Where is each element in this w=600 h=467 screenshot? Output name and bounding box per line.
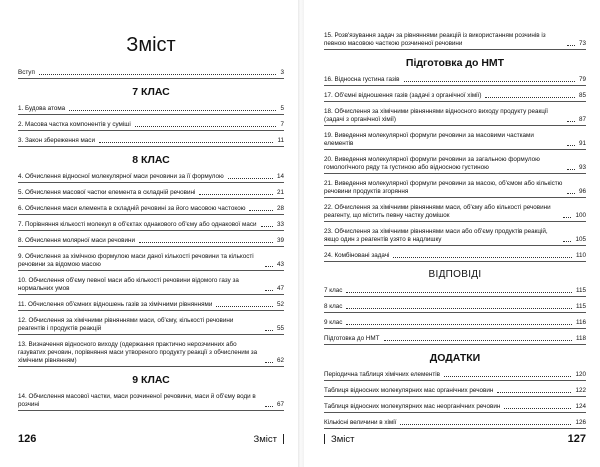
toc-entry-page: 5 xyxy=(280,105,284,112)
page-number: 127 xyxy=(567,433,586,445)
toc-entry-page: 79 xyxy=(578,76,586,83)
toc-entry-text: 13. Визначення відносного виходу (одержання практично нерозчинних або газуватих речовин, порівняння маси утвореного продукту реакції з обчисленим за хімічним рівнянням) xyxy=(18,341,258,364)
leader-dots xyxy=(563,216,571,218)
toc-entry-text: Підготовка до НМТ xyxy=(324,335,380,342)
toc-entry-page: 100 xyxy=(575,212,586,219)
toc-entry-page: 124 xyxy=(575,403,586,410)
toc-entry-page: 115 xyxy=(575,287,586,294)
toc-entry-page: 116 xyxy=(575,319,586,326)
section-heading: 8 КЛАС xyxy=(132,154,170,166)
toc-entry[interactable] xyxy=(18,219,284,231)
toc-entry[interactable] xyxy=(18,103,284,115)
leader-dots xyxy=(504,407,571,409)
toc-entry-text: 1. Будова атома xyxy=(18,105,66,112)
leader-dots xyxy=(444,375,572,377)
toc-entry[interactable] xyxy=(18,171,284,183)
toc-entry-text: 19. Виведення молекулярної формули речовини за масовими частками елементів xyxy=(324,132,534,147)
leader-dots xyxy=(228,177,273,179)
toc-entry[interactable] xyxy=(18,251,284,271)
toc-entry-text: 3. Закон збереження маси xyxy=(18,137,95,144)
toc-entry[interactable] xyxy=(324,333,586,345)
toc-entry-page: 62 xyxy=(276,357,284,364)
leader-dots xyxy=(346,307,572,309)
toc-entry-page: 120 xyxy=(575,371,586,378)
toc-entry-text: 10. Обчислення об'єму певної маси або кількості речовини відомого газу за нормальних умов xyxy=(18,277,239,292)
toc-entry-text: 8 клас xyxy=(324,303,343,310)
toc-entry-page: 122 xyxy=(575,387,586,394)
toc-entry-text: Кількісні величини в хімії xyxy=(324,419,397,426)
leader-dots xyxy=(265,329,273,331)
right-footer xyxy=(324,433,586,445)
toc-entry-text: 11. Обчислення об'ємних відношень газів за хімічними рівняннями xyxy=(18,301,213,308)
toc-entry-page: 96 xyxy=(578,188,586,195)
toc-entry-text: Періодична таблиця хімічних елементів xyxy=(324,371,440,378)
toc-entry-text: 22. Обчислення за хімічними рівняннями маси, об'єму або кількості речовини реагенту, що містить певну частку домішок xyxy=(324,204,551,219)
toc-entry-text: Таблиця відносних молекулярних мас неорганічних речовин xyxy=(324,403,501,410)
toc-entry-page: 126 xyxy=(575,419,586,426)
toc-entry-text: 12. Обчислення за хімічними рівняннями маси, об'єму, кількості речовини реагентів і продуктів реакцій xyxy=(18,317,234,332)
toc-entry[interactable] xyxy=(324,401,586,413)
toc-entry[interactable] xyxy=(324,317,586,329)
right-page xyxy=(302,0,600,467)
right-top-entries xyxy=(324,30,586,50)
leader-dots xyxy=(567,120,575,122)
toc-entry-text: Вступ xyxy=(18,69,35,76)
leader-dots xyxy=(265,361,273,363)
toc-entry-text: 4. Обчислення відносної молекулярної маси речовини за її формулою xyxy=(18,173,224,180)
toc-entry-page: 3 xyxy=(280,69,284,76)
toc-entry-page: 118 xyxy=(575,335,586,342)
leader-dots xyxy=(139,241,273,243)
section-heading: 7 КЛАС xyxy=(132,86,170,98)
toc-entry[interactable] xyxy=(18,339,284,367)
toc-entry-page: 91 xyxy=(578,140,586,147)
toc-entry[interactable] xyxy=(324,285,586,297)
toc-entry[interactable] xyxy=(18,235,284,247)
toc-entry[interactable] xyxy=(324,90,586,102)
toc-entry[interactable] xyxy=(18,391,284,411)
toc-entry[interactable] xyxy=(324,178,586,198)
leader-dots xyxy=(39,73,277,75)
toc-entry-text: 2. Масова частка компонентів у суміші xyxy=(18,121,131,128)
toc-entry[interactable] xyxy=(18,203,284,215)
leader-dots xyxy=(199,193,273,195)
toc-entry[interactable] xyxy=(324,202,586,222)
toc-entry-page: 73 xyxy=(578,40,586,47)
leader-dots xyxy=(384,339,572,341)
toc-entry-text: 15. Розв'язування задач за рівняннями реакцій із використанням розчинів із певною масовою часткою розчиненої речовини xyxy=(324,32,546,47)
leader-dots xyxy=(216,305,273,307)
toc-entry-text: 5. Обчислення масової частки елемента в складній речовині xyxy=(18,189,196,196)
toc-entry[interactable] xyxy=(324,385,586,397)
leader-dots xyxy=(135,125,277,127)
toc-entry[interactable] xyxy=(324,154,586,174)
toc-entry-text: 14. Обчислення масової частки, маси розчиненої речовини, маси й об'єму води в розчині xyxy=(18,393,256,408)
toc-entry-page: 85 xyxy=(578,92,586,99)
toc-entry[interactable] xyxy=(18,67,284,79)
toc-entry[interactable] xyxy=(18,135,284,147)
toc-entry-text: 23. Обчислення за хімічними рівняннями маси або об'єму продуктів реакцій, якщо один з реагентів узято в надлишку xyxy=(324,228,548,243)
leader-dots xyxy=(567,168,575,170)
toc-entry-text: 20. Виведення молекулярної формули речовини за загальною формулою гомологічного ряду та густиною або відносною густиною xyxy=(324,156,540,171)
leader-dots xyxy=(563,240,571,242)
toc-entry-page: 105 xyxy=(575,236,586,243)
toc-entry-page: 55 xyxy=(276,325,284,332)
left-sections xyxy=(18,86,284,411)
toc-entry-text: 9 клас xyxy=(324,319,343,326)
right-sections xyxy=(324,57,586,429)
toc-entry[interactable] xyxy=(324,417,586,429)
toc-entry-page: 14 xyxy=(276,173,284,180)
leader-dots xyxy=(265,405,273,407)
toc-entry-page: 52 xyxy=(276,301,284,308)
toc-entry-page: 11 xyxy=(277,137,284,144)
toc-entry[interactable] xyxy=(324,74,586,86)
leader-dots xyxy=(400,423,571,425)
toc-entry-text: 16. Відносна густина газів xyxy=(324,76,400,83)
leader-dots xyxy=(265,265,273,267)
leader-dots xyxy=(99,141,273,143)
leader-dots xyxy=(261,225,273,227)
toc-entry-text: 21. Виведення молекулярної формули речовини за масою, об'ємом або кількістю речовини продуктів згоряння xyxy=(324,180,563,195)
toc-entry-page: 67 xyxy=(276,401,284,408)
toc-entry-page: 87 xyxy=(578,116,586,123)
running-title: Зміст xyxy=(254,434,284,445)
leader-dots xyxy=(404,80,575,82)
toc-entry-page: 7 xyxy=(280,121,284,128)
leader-dots xyxy=(393,256,572,258)
toc-entry-page: 39 xyxy=(276,237,284,244)
toc-entry[interactable] xyxy=(18,299,284,311)
page-title: Зміст xyxy=(126,34,176,56)
toc-entry-page: 43 xyxy=(276,261,284,268)
leader-dots xyxy=(346,291,572,293)
toc-entry[interactable] xyxy=(18,119,284,131)
toc-entry[interactable] xyxy=(324,250,586,262)
toc-entry-page: 33 xyxy=(276,221,284,228)
leader-dots xyxy=(485,96,575,98)
toc-entry-text: 9. Обчислення за хімічною формулою маси даної кількості речовини та кількості речовини за відомою масою xyxy=(18,253,254,268)
section-heading: ВІДПОВІДІ xyxy=(428,269,482,280)
leader-dots xyxy=(567,144,575,146)
toc-entry[interactable] xyxy=(324,369,586,381)
toc-entry[interactable] xyxy=(324,301,586,313)
toc-entry-text: 17. Об'ємні відношення газів (задачі з органічної хімії) xyxy=(324,92,482,99)
running-title: Зміст xyxy=(324,434,354,445)
toc-entry-page: 47 xyxy=(276,285,284,292)
toc-entry[interactable] xyxy=(324,226,586,246)
toc-entry-page: 28 xyxy=(276,205,284,212)
toc-entry-text: 6. Обчислення маси елемента в складній речовині за його масовою частокою xyxy=(18,205,246,212)
leader-dots xyxy=(265,289,273,291)
toc-entry-text: 7. Порівняння кількості молекул в об'єктах однакового об'єму або однакової маси xyxy=(18,221,257,228)
toc-entry-page: 21 xyxy=(276,189,284,196)
section-heading: 9 КЛАС xyxy=(132,374,170,386)
intro-list xyxy=(18,67,284,79)
leader-dots xyxy=(567,44,575,46)
section-heading: Підготовка до НМТ xyxy=(405,57,505,69)
toc-entry[interactable] xyxy=(324,30,586,50)
toc-entry-text: 7 клас xyxy=(324,287,343,294)
toc-entry-text: Таблиця відносних молекулярних мас органічних речовин xyxy=(324,387,494,394)
toc-entry-text: 24. Комбіновані задачі xyxy=(324,252,390,259)
left-footer xyxy=(18,433,284,445)
leader-dots xyxy=(346,323,572,325)
toc-entry-page: 115 xyxy=(575,303,586,310)
toc-entry[interactable] xyxy=(18,275,284,295)
section-heading: ДОДАТКИ xyxy=(429,352,481,364)
leader-dots xyxy=(69,109,276,111)
toc-entry-page: 110 xyxy=(575,252,586,259)
toc-entry-text: 8. Обчислення молярної маси речовини xyxy=(18,237,135,244)
leader-dots xyxy=(249,209,273,211)
toc-entry-page: 93 xyxy=(578,164,586,171)
page-number: 126 xyxy=(18,433,37,445)
toc-entry[interactable] xyxy=(324,106,586,126)
leader-dots xyxy=(567,192,575,194)
leader-dots xyxy=(497,391,571,393)
toc-entry[interactable] xyxy=(18,315,284,335)
toc-entry[interactable] xyxy=(324,130,586,150)
toc-entry[interactable] xyxy=(18,187,284,199)
toc-entry-text: 18. Обчислення за хімічними рівняннями відносного виходу продукту реакції (задачі з органічної хімії) xyxy=(324,108,549,123)
